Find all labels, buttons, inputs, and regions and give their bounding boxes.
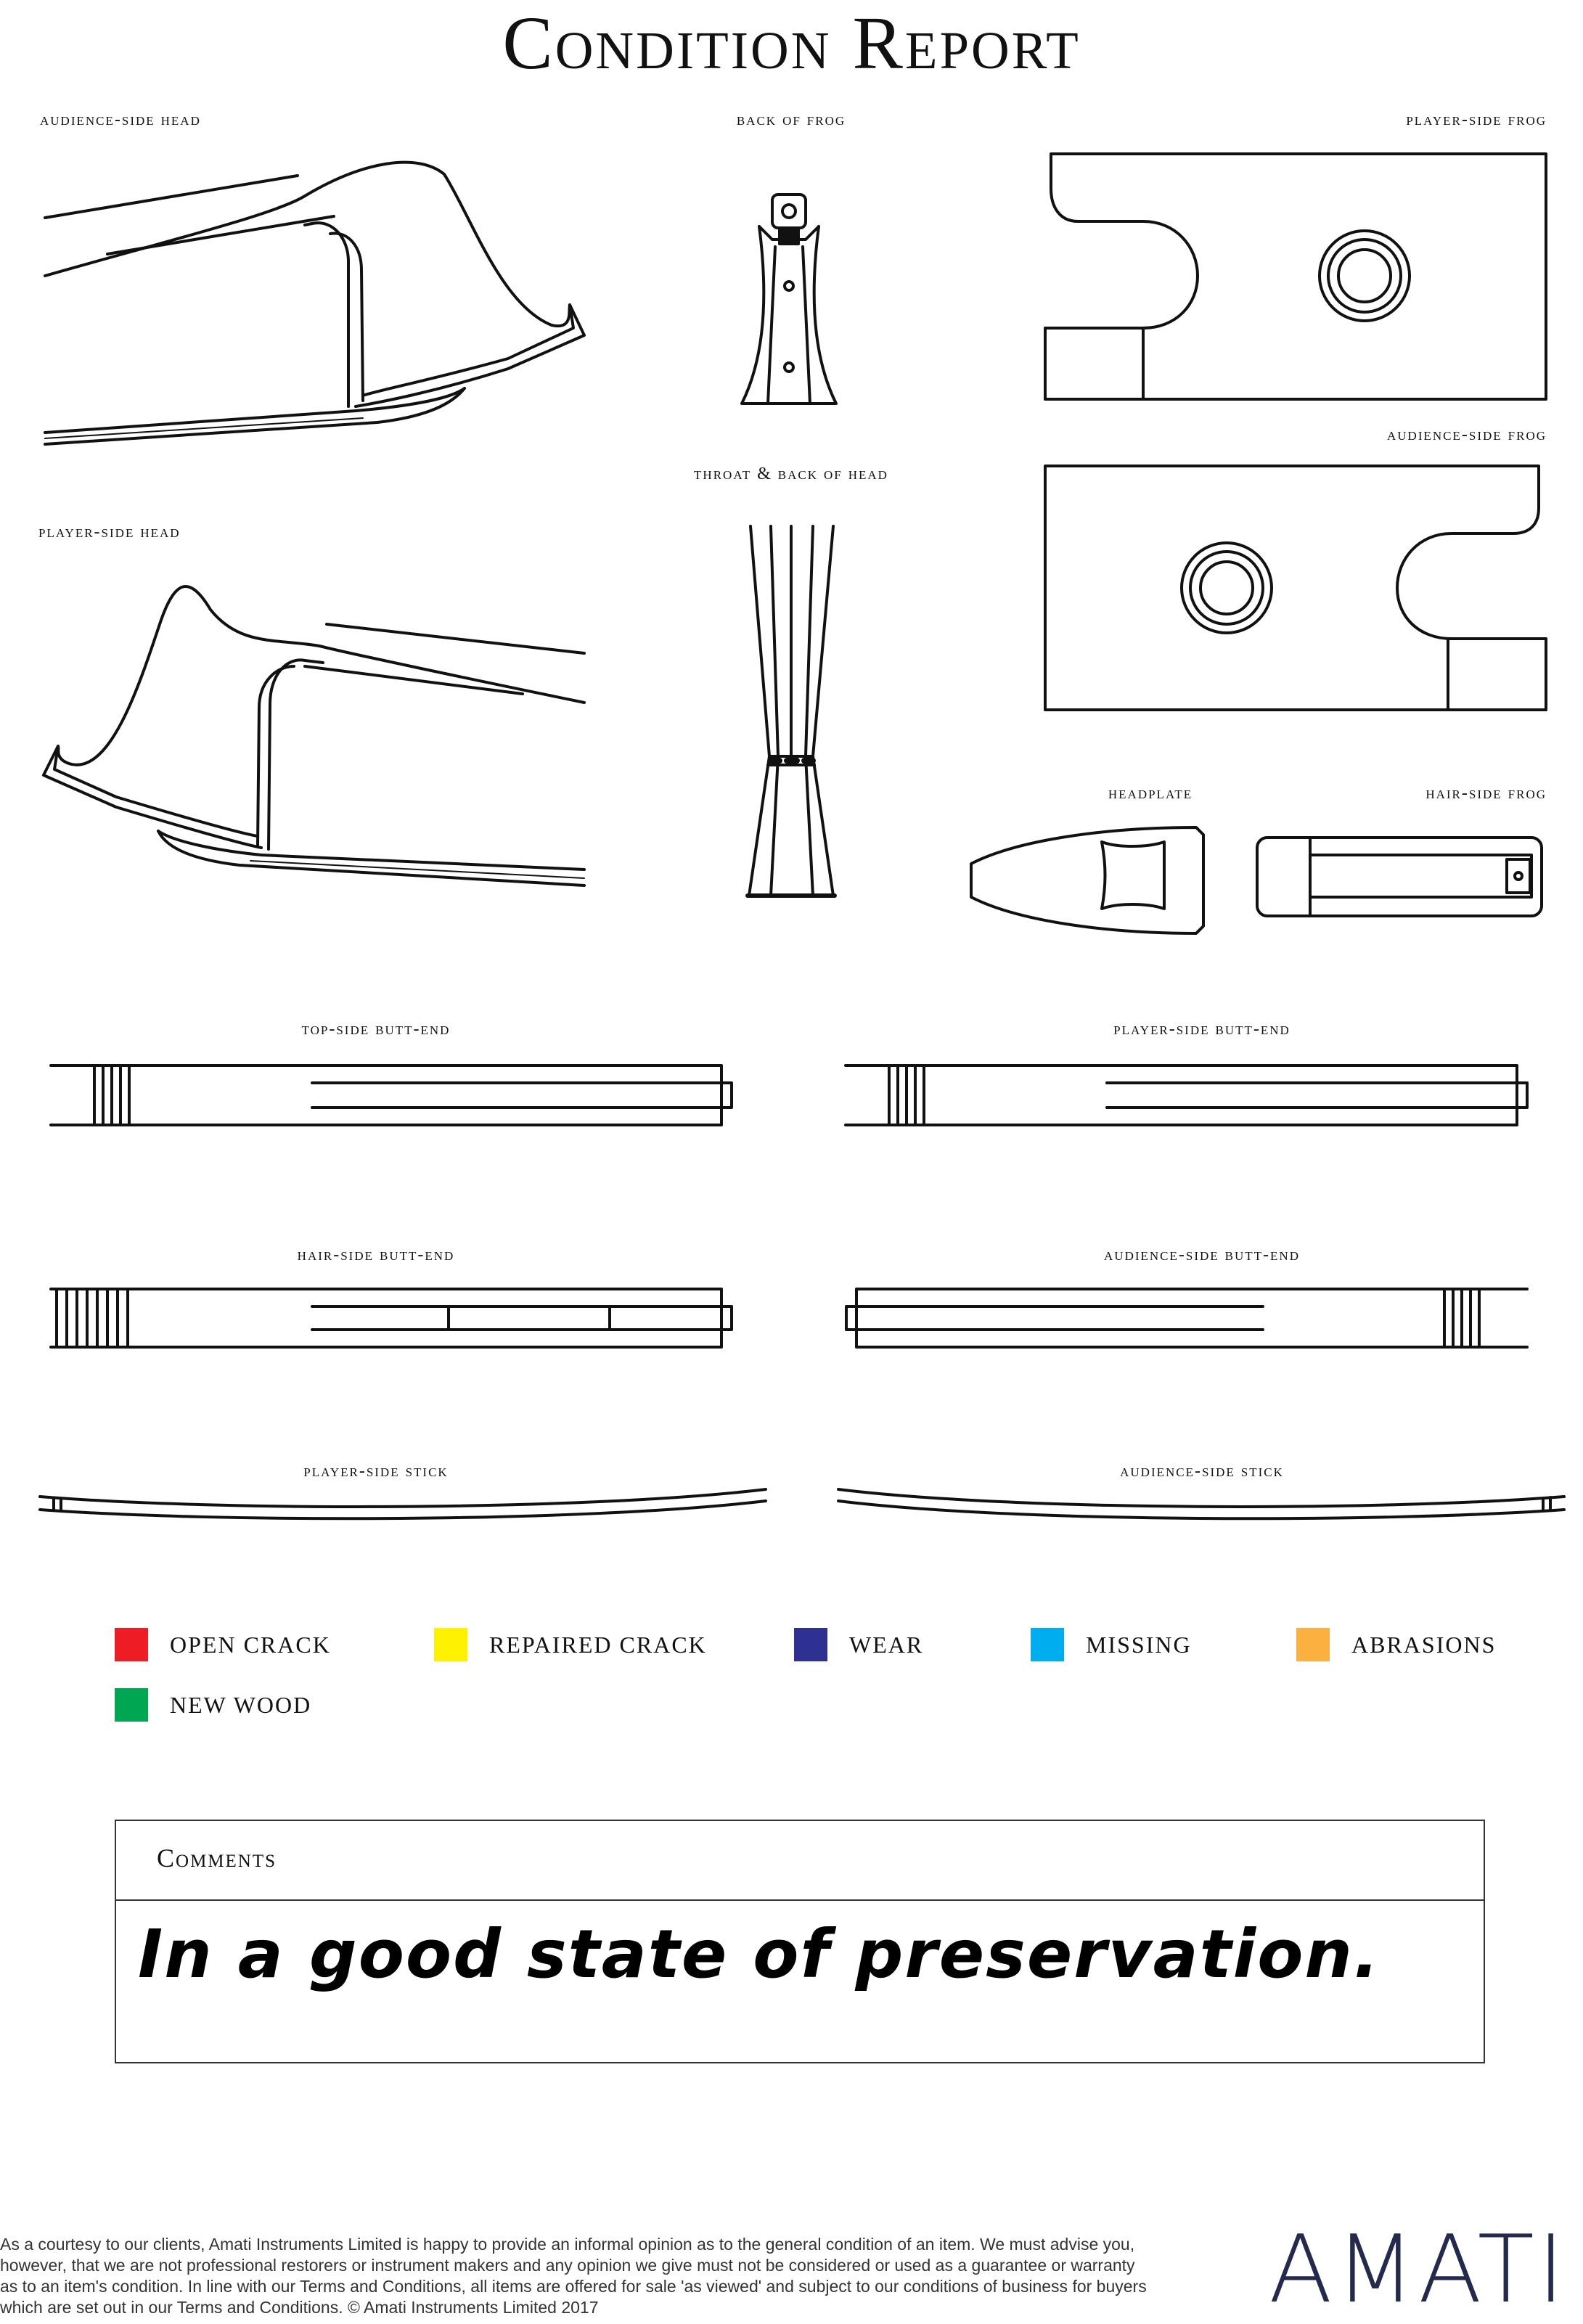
label-audience-side-frog: audience-side frog: [1387, 425, 1547, 444]
audience-side-stick-drawing: [838, 1489, 1564, 1518]
label-back-of-frog: back of frog: [736, 110, 846, 129]
legend-label: REPAIRED CRACK: [489, 1631, 707, 1658]
throat-back-of-head-drawing: [748, 526, 835, 896]
audience-side-frog-drawing: [1045, 466, 1546, 710]
legend-label: MISSING: [1086, 1631, 1192, 1658]
player-side-stick-drawing: [40, 1489, 766, 1518]
label-audience-side-stick: audience-side stick: [1120, 1462, 1284, 1481]
player-side-frog-drawing: [1045, 154, 1546, 399]
label-hair-side-frog: hair-side frog: [1425, 784, 1547, 803]
label-top-side-butt-end: top-side butt-end: [301, 1020, 451, 1039]
new-wood-swatch: [115, 1688, 148, 1722]
legend-missing: [1031, 1628, 1192, 1661]
open-crack-swatch: [115, 1628, 148, 1661]
audience-side-butt-end-drawing: [846, 1289, 1527, 1347]
back-of-frog-drawing: [742, 195, 836, 404]
disclaimer-text: As a courtesy to our clients, Amati Instruments Limited is happy to provide an informal opinion as to the general condition of an item. We must advise you, however, that we are not professional restorers or instrument makers and any opinion we give must not be considered or used as a guarantee or warranty as to an item's condition. In line with our Terms and Conditions, all items are offered for sale 'as viewed' and subject to our conditions of business for buyers which are set out in our Terms and Conditions. © Amati Instruments Limited 2017: [0, 2235, 1147, 2317]
legend-label: ABRASIONS: [1351, 1631, 1497, 1658]
legend-repaired-crack: [434, 1628, 707, 1661]
player-side-butt-end-drawing: [846, 1065, 1527, 1125]
legend-label: OPEN CRACK: [170, 1631, 331, 1658]
abrasions-swatch: [1296, 1628, 1330, 1661]
legend-label: NEW WOOD: [170, 1691, 312, 1718]
player-side-head-drawing: [44, 586, 584, 885]
comments-header: [116, 1821, 1484, 1901]
hair-side-frog-drawing: [1257, 838, 1542, 916]
legend-abrasions: [1296, 1628, 1496, 1661]
missing-swatch: [1031, 1628, 1064, 1661]
legend-label: WEAR: [849, 1631, 924, 1658]
label-player-side-head: player-side head: [38, 523, 181, 541]
wear-swatch: [794, 1628, 827, 1661]
legend-new-wood: [115, 1688, 311, 1722]
label-throat-back-of-head: throat & back of head: [694, 465, 888, 483]
label-player-side-butt-end: player-side butt-end: [1113, 1020, 1290, 1039]
comments-box: [115, 1820, 1485, 2063]
legend-open-crack: [115, 1628, 331, 1661]
label-hair-side-butt-end: hair-side butt-end: [297, 1245, 455, 1264]
headplate-drawing: [971, 827, 1203, 933]
comments-heading: Comments: [157, 1844, 277, 1873]
comments-text: In a good state of preservation.: [138, 1915, 1380, 1993]
audience-side-head-drawing: [45, 163, 584, 444]
label-audience-side-butt-end: audience-side butt-end: [1104, 1245, 1300, 1264]
legend-wear: [794, 1628, 923, 1661]
repaired-crack-swatch: [434, 1628, 467, 1661]
top-side-butt-end-drawing: [51, 1065, 732, 1125]
label-player-side-stick: player-side stick: [303, 1462, 449, 1481]
amati-logo: AMATI: [1269, 2216, 1568, 2324]
label-headplate: headplate: [1108, 784, 1193, 803]
page-title: Condition Report: [502, 1, 1081, 85]
hair-side-butt-end-drawing: [51, 1289, 732, 1347]
label-audience-side-head: audience-side head: [40, 110, 201, 129]
label-player-side-frog: player-side frog: [1406, 110, 1547, 129]
